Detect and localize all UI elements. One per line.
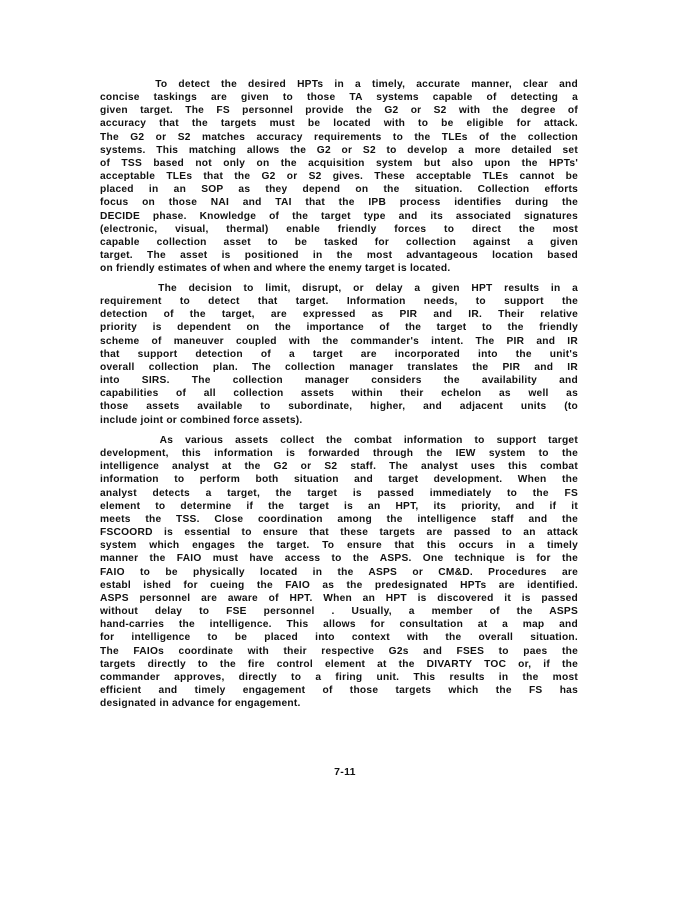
text-line: commander approves, directly to a firing unit. This results in the most — [100, 671, 578, 683]
text-line: include joint or combined force assets). — [100, 414, 303, 426]
text-line: (electronic, visual, thermal) enable friendly forces to direct the most — [100, 223, 578, 235]
text-line: FSCOORD is essential to ensure that these targets are passed to an attack — [100, 527, 578, 539]
text-line: placed in an SOP as they depend on the situation. Collection efforts — [100, 184, 578, 196]
text-line: element to determine if the target is an HPT, its priority, and if it — [100, 500, 578, 512]
text-line: acceptable TLEs that the G2 or S2 gives. These acceptable TLEs cannot be — [100, 171, 578, 183]
text-line: meets the TSS. Close coordination among the intelligence staff and the — [100, 513, 578, 525]
page-number: 7-11 — [334, 766, 356, 778]
text-line: on friendly estimates of when and where the enemy target is located. — [100, 263, 451, 275]
text-line: intelligence analyst at the G2 or S2 staff. The analyst uses this combat — [100, 461, 578, 473]
text-line: without delay to FSE personnel . Usually, a member of the ASPS — [100, 606, 578, 618]
text-line: information to perform both situation and target development. When the — [100, 474, 578, 486]
text-line: establ ished for cueing the FAIO as the predesignated HPTs are identified. — [100, 579, 578, 591]
text-line: As various assets collect the combat information to support target — [100, 435, 578, 446]
text-line: development, this information is forwarded through the IEW system to the — [100, 448, 578, 460]
text-line: priority is dependent on the importance of the target to the friendly — [100, 322, 578, 334]
text-line: scheme of maneuver coupled with the commander's intent. The PIR and IR — [100, 335, 578, 347]
text-line: ASPS personnel are aware of HPT. When an HPT is discovered it is passed — [100, 592, 578, 604]
text-line: that support detection of a target are incorporated into the unit's — [100, 348, 578, 360]
text-line: FAIO to be physically located in the ASPS or CM&D. Procedures are — [100, 566, 578, 578]
text-line: target. The asset is positioned in the most advantageous location based — [100, 250, 578, 262]
text-line: those assets available to subordinate, higher, and adjacent units (to — [100, 401, 578, 413]
text-line: systems. This matching allows the G2 or S2 to develop a more detailed set — [100, 144, 578, 156]
text-line: To detect the desired HPTs in a timely, accurate manner, clear and — [100, 79, 578, 90]
text-line: focus on those NAI and TAI that the IPB process identifies during the — [100, 197, 578, 209]
text-line: of TSS based not only on the acquisition system but also upon the HPTs' — [100, 157, 578, 169]
text-line: overall collection plan. The collection manager translates the PIR and IR — [100, 361, 578, 373]
text-line: The G2 or S2 matches accuracy requirements to the TLEs of the collection — [100, 131, 578, 143]
text-line: for intelligence to be placed into context with the overall situation. — [100, 632, 578, 644]
text-line: capable collection asset to be tasked for collection against a given — [100, 236, 578, 248]
text-line: The decision to limit, disrupt, or delay a given HPT results in a — [100, 283, 578, 294]
text-line: manner the FAIO must have access to the ASPS. One technique is for the — [100, 553, 578, 565]
text-line: into SIRS. The collection manager considers the availability and — [100, 375, 578, 387]
text-line: system which engages the target. To ensure that this occurs in a timely — [100, 540, 578, 552]
text-line: efficient and timely engagement of those targets which the FS has — [100, 684, 578, 696]
text-line: requirement to detect that target. Information needs, to support the — [100, 296, 578, 308]
text-line: capabilities of all collection assets within their echelon as well as — [100, 388, 578, 400]
text-line: given target. The FS personnel provide the G2 or S2 with the degree of — [100, 105, 578, 117]
paragraph-combat-information-flow — [100, 434, 578, 710]
text-line: targets directly to the fire control element at the DIVARTY TOC or, if the — [100, 658, 578, 670]
text-line: detection of the target, are expressed as PIR and IR. Their relative — [100, 309, 578, 321]
text-line: DECIDE phase. Knowledge of the target type and its associated signatures — [100, 210, 578, 222]
text-line: analyst detects a target, the target is passed immediately to the FS — [100, 487, 578, 499]
text-line: designated in advance for engagement. — [100, 698, 301, 710]
paragraph-target-detection-taskings — [100, 78, 578, 275]
text-line: accuracy that the targets must be located with to be eligible for attack. — [100, 118, 578, 130]
text-line: The FAIOs coordinate with their respective G2s and FSES to paes the — [100, 645, 578, 657]
text-line: hand-carries the intelligence. This allows for consultation at a map and — [100, 619, 578, 631]
text-line: concise taskings are given to those TA systems capable of detecting a — [100, 92, 578, 104]
paragraph-hpt-decision-requirements — [100, 282, 578, 427]
